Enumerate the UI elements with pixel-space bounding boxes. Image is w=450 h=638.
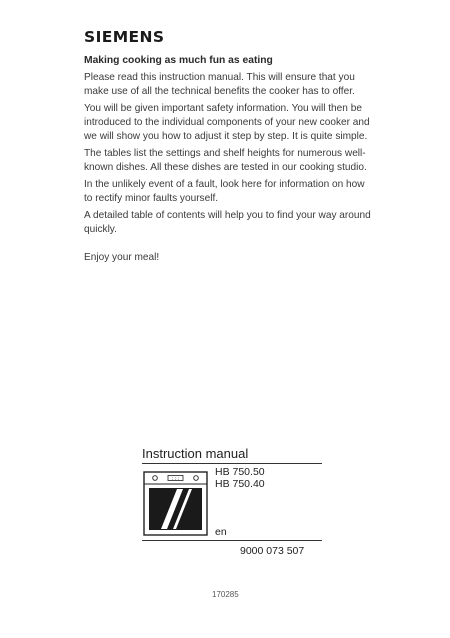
bottom-divider [142, 540, 322, 541]
title-divider [142, 463, 322, 464]
intro-heading: Making cooking as much fun as eating [84, 55, 273, 66]
intro-paragraph: In the unlikely event of a fault, look here for information on how to rectify minor faults yourself. [84, 179, 365, 204]
brand-logo: SIEMENS [84, 28, 165, 46]
intro-section [84, 54, 374, 268]
model-number: HB 750.50 [215, 466, 265, 478]
language-code: en [215, 526, 227, 538]
svg-text::::: ::: [171, 476, 180, 482]
footer-code: 170285 [212, 590, 239, 599]
manual-title: Instruction manual [142, 446, 249, 461]
oven-illustration [143, 471, 208, 536]
part-number: 9000 073 507 [240, 545, 305, 557]
closing-line: Enjoy your meal! [84, 252, 160, 263]
intro-paragraph: A detailed table of contents will help you to find your way around quickly. [84, 210, 371, 235]
intro-paragraph: Please read this instruction manual. This will ensure that you make use of all the technical benefits the cooker has to offer. [84, 72, 355, 97]
intro-paragraph: You will be given important safety information. You will then be introduced to the individual components of your new cooker and we will show you how to adjust it step by step. It is quite simple. [84, 103, 370, 142]
model-number: HB 750.40 [215, 478, 265, 490]
intro-paragraph: The tables list the settings and shelf heights for numerous well-known dishes. All these dishes are tested in our cooking studio. [84, 148, 367, 173]
